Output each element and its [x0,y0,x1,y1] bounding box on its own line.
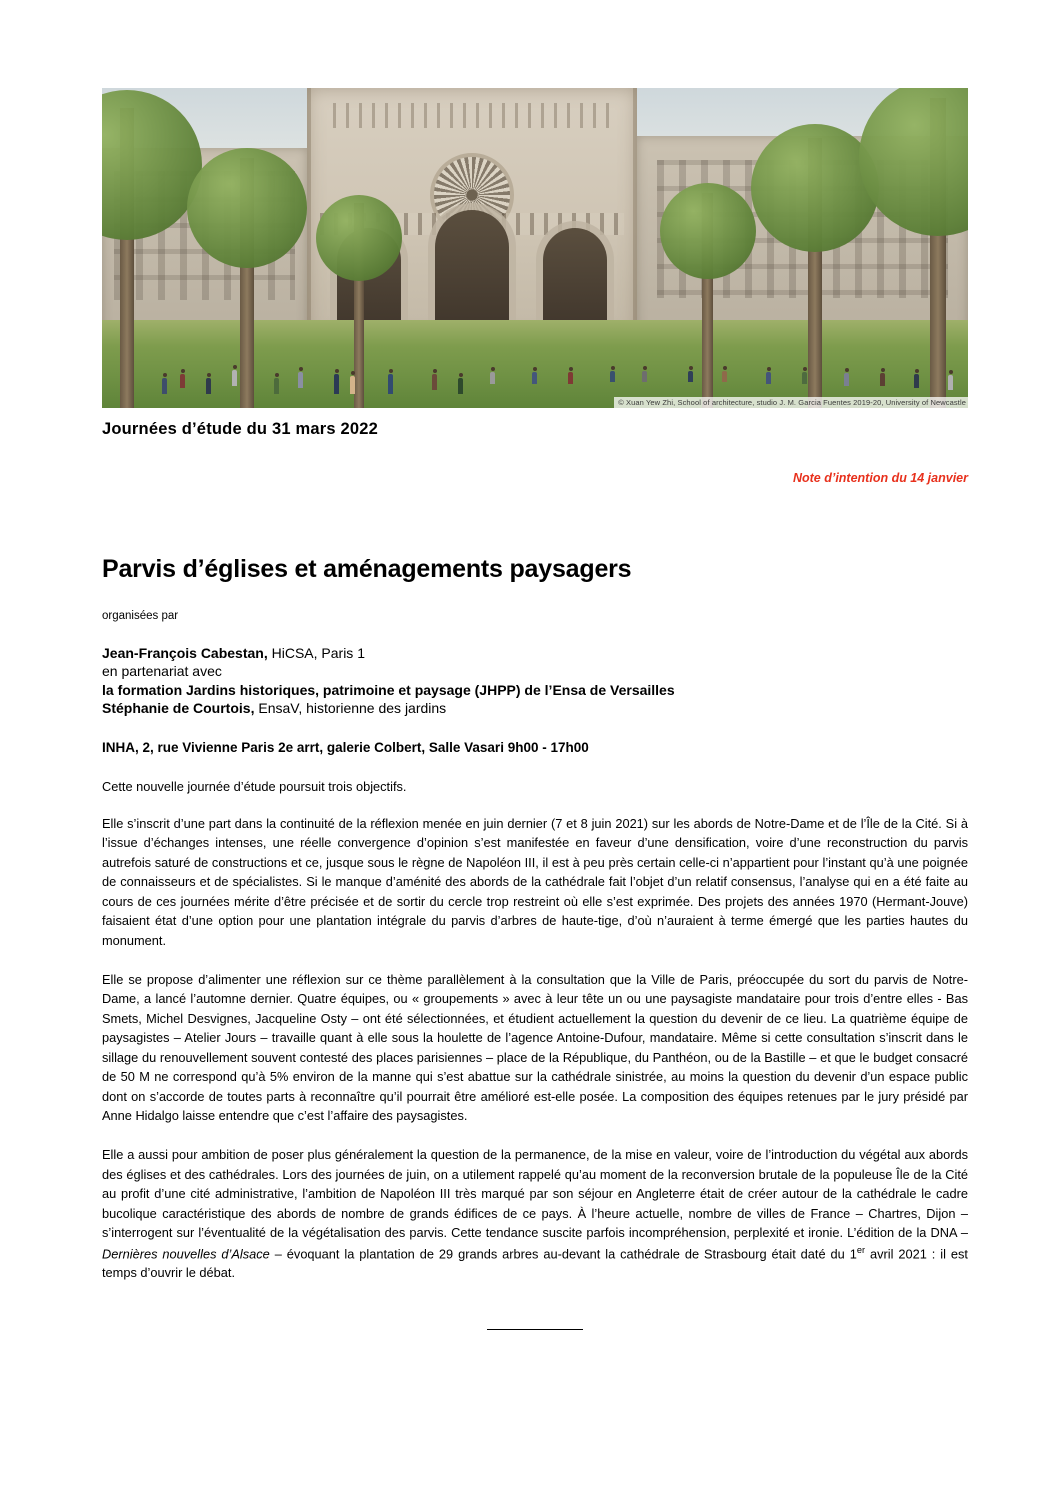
organiser-affiliation-courtois: EnsaV, historienne des jardins [254,700,447,717]
ordinal-superscript: er [856,1244,866,1255]
portal-center [435,210,509,338]
image-credit: © Xuan Yew Zhi, School of architecture, studio J. M. Garcia Fuentes 2019-20, University of Newcastle [614,397,968,408]
paragraph-3-part3: avril 2021 : il est temps d’ouvrir le débat. [102,1245,968,1281]
organiser-line-3: la formation Jardins historiques, patrimoine et paysage (JHPP) de l’Ensa de Versailles [102,681,675,698]
organisers-block [102,644,968,718]
organiser-line-4 [102,699,968,717]
paragraph-1: Elle s’inscrit d’une part dans la continuité de la réflexion menée en juin dernier (7 et 8 juin 2021) sur les abords de Notre-Dame et de l’Île de la Cité. Si à l’issue d’échanges intenses, une réelle convergence d’opinion s’est manifestée en faveur d’une densification, voire d’une reconstruction du parvis autrefois saturé de constructions et ce, jusque sous le règne de Napoléon III, il est à peu près certain celle-ci n’appartient pour l’instant qu’à une poignée de connaisseurs et de spécialistes. Si le manque d’aménité des abords de la cathédrale fait l’objet d’un relatif consensus, l’analyse qui en a été faite au cours de ces journées mérite d’être précisée et de sortir du cercle trop restreint où elle s’est exprimée. Des projets des années 1970 (Hermant-Jouve) faisaient état d’une option pour une plantation intégrale du parvis d’arbres de haute-tige, d’où n’auraient à terme émergé que les parties hautes du monument. [102,815,968,948]
page-title: Parvis d’églises et aménagements paysagers [102,555,632,583]
organiser-name-cabestan: Jean-François Cabestan, [102,645,268,661]
crowd [102,326,968,398]
paragraph-3-part2: – évoquant la plantation de 29 grands arbres au-devant la cathédrale de Strasbourg était daté du 1 [269,1245,857,1261]
tower-edge-right [633,88,637,338]
paragraph-3-part1: Elle a aussi pour ambition de poser plus généralement la question de la permanence, de la mise en valeur, voire de l’introduction du végétal aux abords des églises et des cathédrales. Lors des journées de juin, on a utilement rappelé qu’au moment de la reconversion brutale de la populeuse Île de la Cité au profit d’une cité administrative, l’ambition de Napoléon III très marqué par son séjour en Angleterre était de créer autour de la cathédrale le cadre bucolique caractéristique des abords de nombre de grands édifices de ce pays. À l’heure actuelle, nombre de villes de France – Chartres, Dijon – s’interrogent sur l’éventualité de la végétalisation des parvis. Cette tendance suscite parfois incompréhension, perplexité et ironie. L’édition de la DNA – [102,1147,968,1241]
event-date-heading: Journées d’étude du 31 mars 2022 [102,420,379,438]
organised-by-label: organisées par [102,610,179,622]
section-divider [487,1329,583,1330]
venue-line: INHA, 2, rue Vivienne Paris 2e arrt, galerie Colbert, Salle Vasari 9h00 - 17h00 [102,739,589,755]
document-body [102,420,968,1330]
hero-image [102,88,968,408]
tower-edge-left [307,88,311,338]
notre-dame-rendering [102,88,968,408]
intro-line: Cette nouvelle journée d’étude poursuit trois objectifs. [102,778,407,794]
paragraph-2: Elle se propose d’alimenter une réflexion sur ce thème parallèlement à la consultation que la Ville de Paris, préoccupée du sort du parvis de Notre-Dame, a lancé l’automne dernier. Quatre équipes, ou « groupements » avec à leur tête un ou une paysagiste mandataire pour trois d’entre elles - Bas Smets, Michel Desvignes, Jacqueline Osty – ont été sélectionnées, et étudient actuellement la question du devenir de ce lieu. La quatrième équipe de paysagistes – Atelier Jours – travaille quant à elle sous la houlette de l’agence Antoine-Dufour, mandataire. Même si cette consultation s’inscrit dans le sillage du renouvellement souvent contesté des places parisiennes – place de la République, du Panthéon, ou de la Bastille – et que le budget consacré de 50 M ne correspond qu’à 5% environ de la manne qui s’est abattue sur la cathédrale sinistrée, au moins la question du devenir d’un espace public dont on s’accorde de toutes parts à reconnaître qu’il pourrait être amélioré est-elle posée. La composition des équipes retenues par le jury présidé par Anne Hidalgo laisse entendre que c’est l’affaire des paysagistes. [102,971,968,1123]
organiser-line-2: en partenariat avec [102,663,222,680]
organiser-affiliation-cabestan: HiCSA, Paris 1 [267,645,365,661]
organiser-line-1 [102,644,968,662]
paragraph-3 [102,1145,968,1282]
organiser-name-courtois: Stéphanie de Courtois, [102,700,255,717]
newspaper-name-italic: Dernières nouvelles d’Alsace [102,1245,270,1261]
note-intention-label: Note d’intention du 14 janvier [792,471,968,485]
